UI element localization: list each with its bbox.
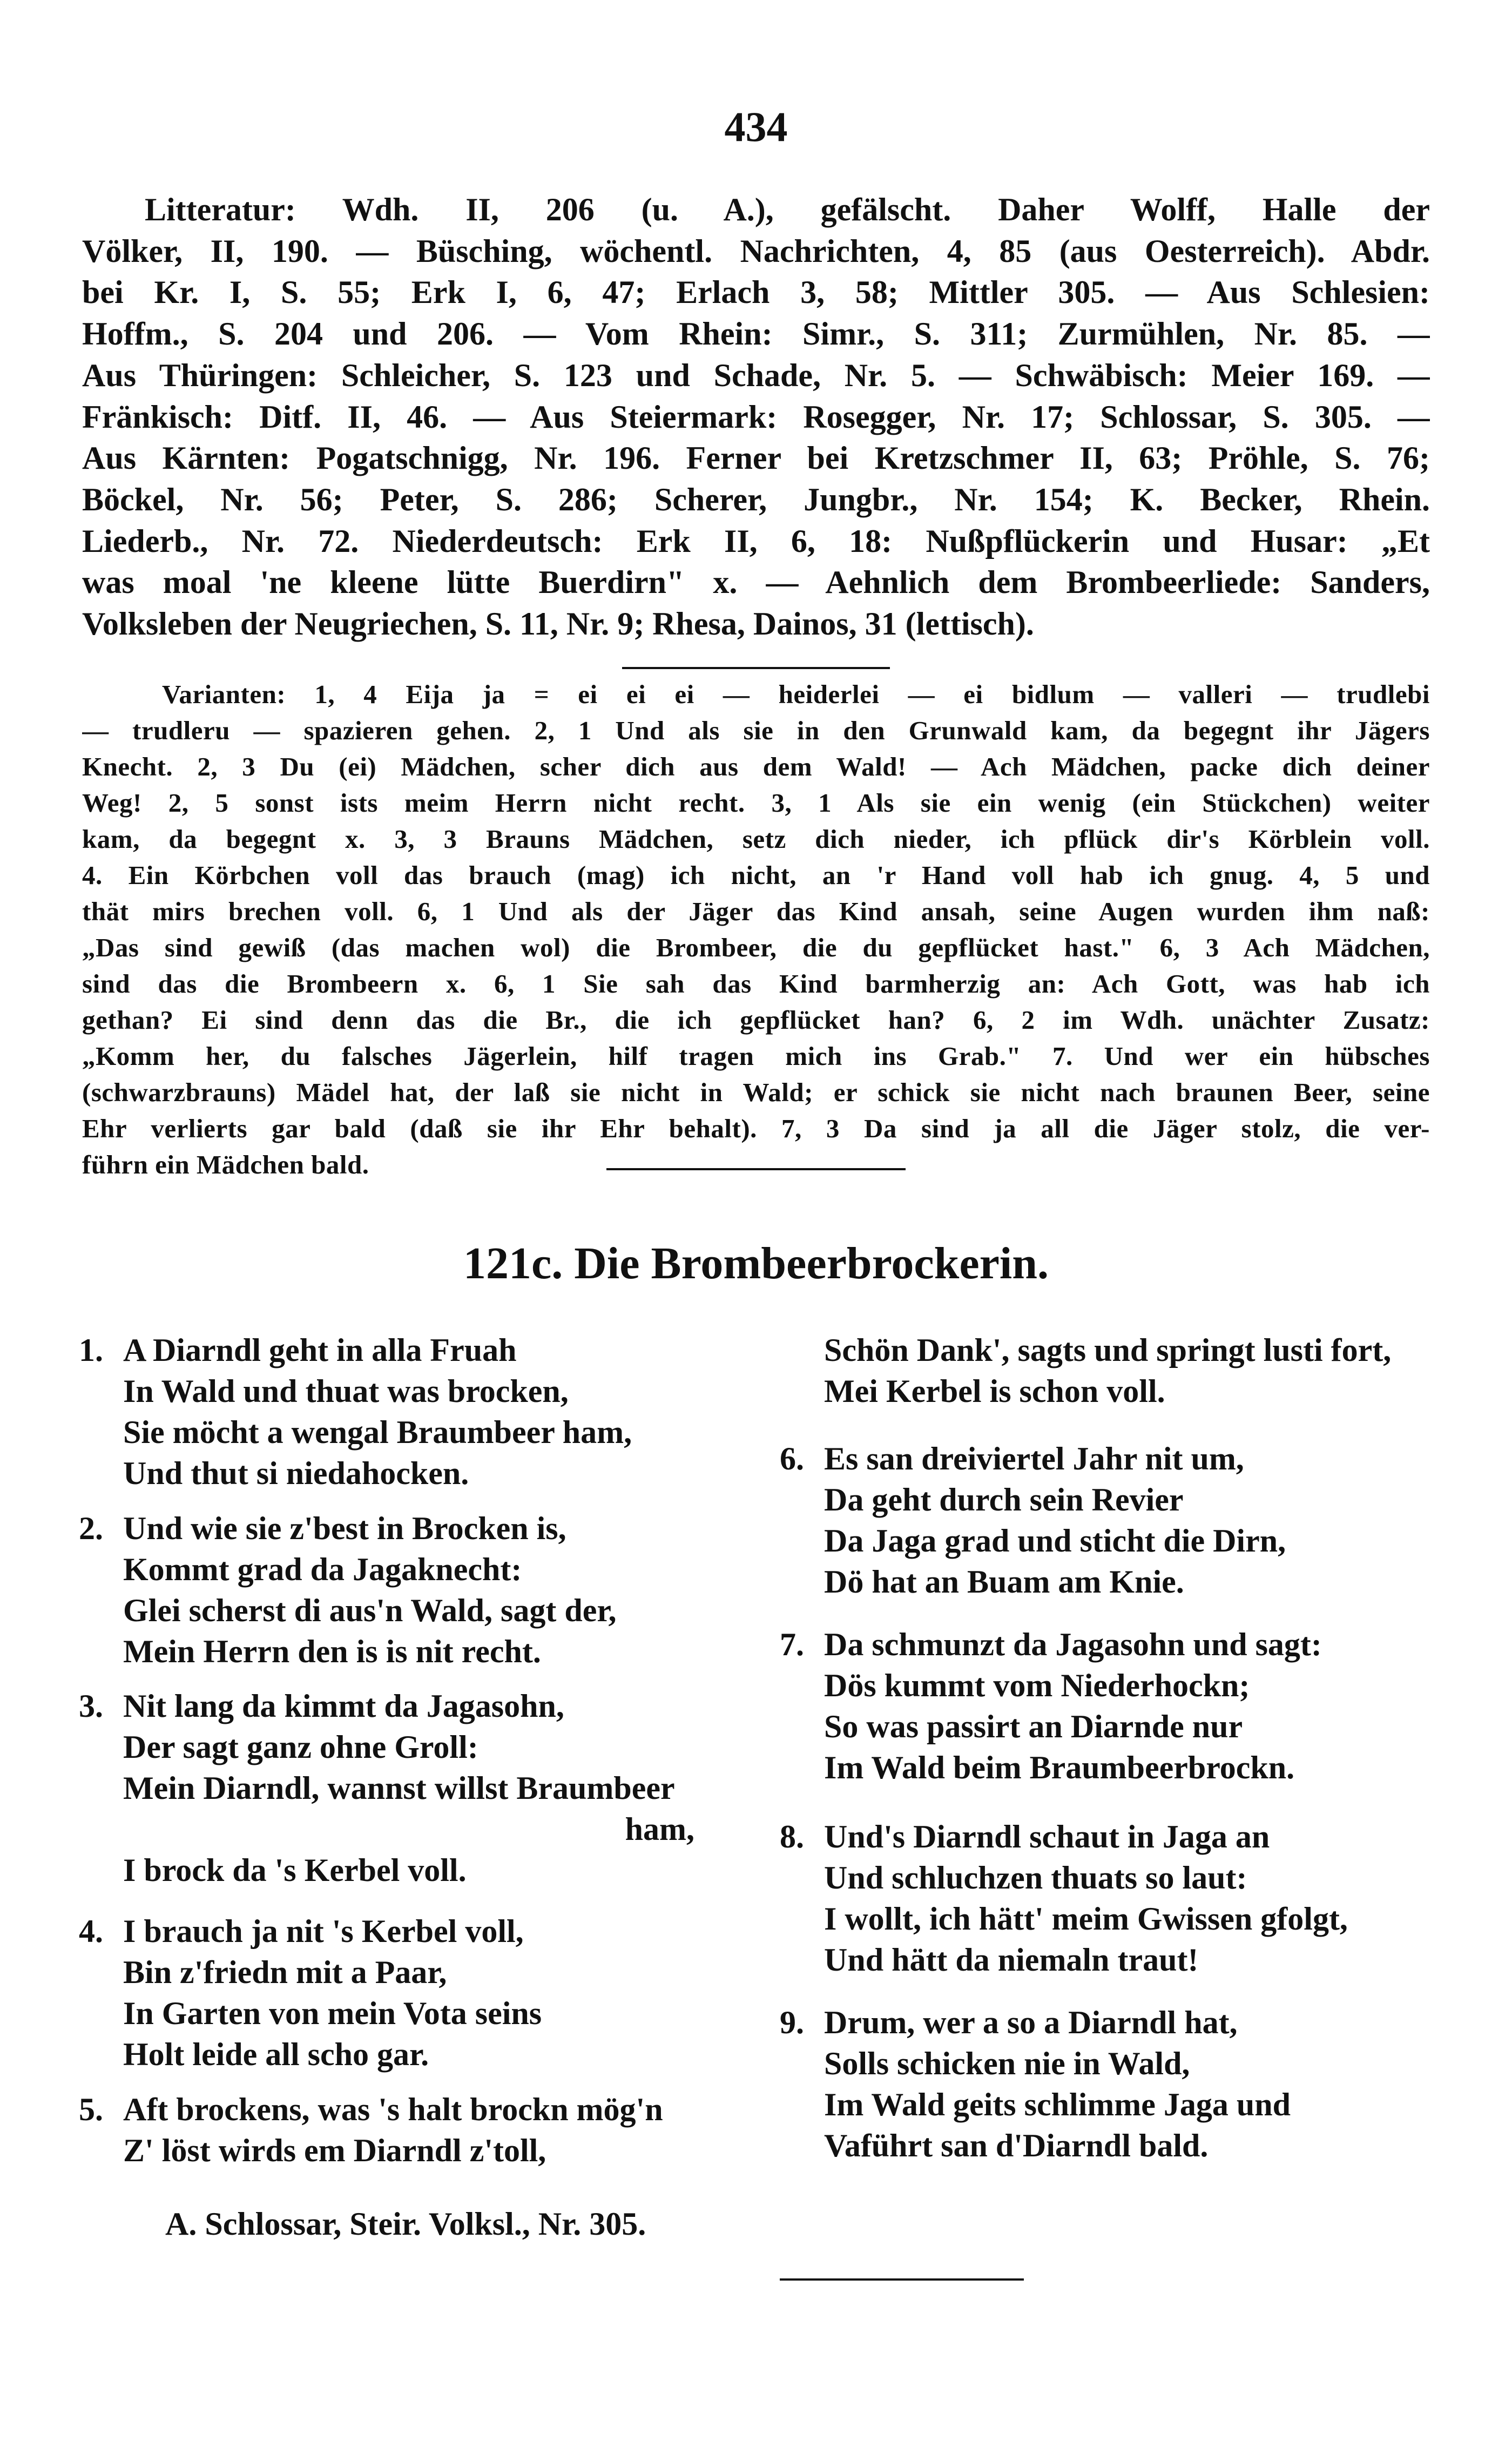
stanza bbox=[79, 1685, 716, 1891]
verse-line: Sie möcht a wengal Braumbeer ham, bbox=[123, 1414, 632, 1450]
verse-line: A Diarndl geht in alla Fruah bbox=[123, 1332, 517, 1368]
variant-line: — trudleru — spazieren gehen. 2, 1 Und als sie in den Grunwald kam, da begegnt ihr Jägers bbox=[82, 716, 1430, 745]
variant-line: „Komm her, du falsches Jägerlein, hilf tragen mich ins Grab." 7. Und wer ein hübsches bbox=[82, 1041, 1430, 1071]
verse-line: Der sagt ganz ohne Groll: bbox=[123, 1729, 478, 1765]
verse-line: In Garten von mein Vota seins bbox=[123, 1995, 542, 2031]
literature-line: bei Kr. I, S. 55; Erk I, 6, 47; Erlach 3, 58; Mittler 305. — Aus Schlesien: bbox=[82, 274, 1430, 311]
stanza-number: 1. bbox=[79, 1332, 103, 1368]
verse-line: I brauch ja nit 's Kerbel voll, bbox=[123, 1913, 524, 1949]
verse-line: Nit lang da kimmt da Jagasohn, bbox=[123, 1688, 564, 1724]
stanza bbox=[780, 1438, 1417, 1602]
literature-line: Fränkisch: Ditf. II, 46. — Aus Steiermark: Rosegger, Nr. 17; Schlossar, S. 305. — bbox=[82, 399, 1430, 435]
variant-line: Ehr verlierts gar bald (daß sie ihr Ehr behalt). 7, 3 Da sind ja all die Jäger stolz, die ver- bbox=[82, 1114, 1430, 1143]
variant-line: gethan? Ei sind denn das die Br., die ich gepflücket han? 6, 2 im Wdh. unächter Zusatz: bbox=[82, 1005, 1430, 1035]
literature-line: Aus Kärnten: Pogatschnigg, Nr. 196. Ferner bei Kretzschmer II, 63; Pröhle, S. 76; bbox=[82, 440, 1430, 476]
stanza-number: 9. bbox=[780, 2005, 804, 2040]
variant-line: führn ein Mädchen bald. bbox=[82, 1150, 369, 1179]
literature-line: Böckel, Nr. 56; Peter, S. 286; Scherer, Jungbr., Nr. 154; K. Becker, Rhein. bbox=[82, 481, 1430, 517]
verse-line: Dös kummt vom Niederhockn; bbox=[824, 1668, 1250, 1703]
variant-line: 4. Ein Körbchen voll das brauch (mag) ich nicht, an 'r Hand voll hab ich gnug. 4, 5 und bbox=[82, 860, 1430, 890]
verse-line: Und wie sie z'best in Brocken is, bbox=[123, 1510, 566, 1546]
stanza bbox=[79, 1508, 716, 1672]
verse-line: Drum, wer a so a Diarndl hat, bbox=[824, 2005, 1238, 2040]
stanza bbox=[780, 1816, 1417, 1980]
variant-line: sind das die Brombeern x. 6, 1 Sie sah das Kind barmherzig an: Ach Gott, was hab ich bbox=[82, 969, 1430, 999]
stanza bbox=[780, 1624, 1417, 1788]
verse-line: ham, bbox=[625, 1811, 694, 1847]
verse-line: Und schluchzen thuats so laut: bbox=[824, 1860, 1247, 1896]
literature-line: Hoffm., S. 204 und 206. — Vom Rhein: Simr., S. 311; Zurmühlen, Nr. 85. — bbox=[82, 316, 1430, 352]
variant-line: kam, da begegnt x. 3, 3 Brauns Mädchen, setz dich nieder, ich pflück dir's Körblein voll. bbox=[82, 824, 1430, 854]
verse-line: Es san dreiviertel Jahr nit um, bbox=[824, 1441, 1244, 1476]
stanza-number: 5. bbox=[79, 2092, 103, 2127]
verse-line: Und thut si niedahocken. bbox=[123, 1455, 469, 1491]
verse-line: Vaführt san d'Diarndl bald. bbox=[824, 2128, 1209, 2163]
page-number: 434 bbox=[724, 103, 788, 150]
verse-line: Schön Dank', sagts und springt lusti fort, bbox=[824, 1332, 1392, 1368]
stanza-number: 4. bbox=[79, 1913, 103, 1949]
literature-line: Litteratur: Wdh. II, 206 (u. A.), gefälscht. Daher Wolff, Halle der bbox=[145, 192, 1430, 227]
literature-line: Völker, II, 190. — Büsching, wöchentl. Nachrichten, 4, 85 (aus Oesterreich). Abdr. bbox=[82, 233, 1430, 269]
variant-line: Knecht. 2, 3 Du (ei) Mädchen, scher dich aus dem Wald! — Ach Mädchen, packe dich deiner bbox=[82, 752, 1430, 781]
verse-line: Da schmunzt da Jagasohn und sagt: bbox=[824, 1627, 1322, 1662]
divider bbox=[606, 1168, 906, 1170]
stanza-number: 7. bbox=[780, 1627, 804, 1662]
stanza bbox=[79, 1330, 716, 1494]
verse-line: So was passirt an Diarnde nur bbox=[824, 1709, 1243, 1744]
verse-line: Dö hat an Buam am Knie. bbox=[824, 1564, 1184, 1600]
stanza-number: 6. bbox=[780, 1441, 804, 1476]
variant-line: (schwarzbrauns) Mädel hat, der laß sie nicht in Wald; er schick sie nicht nach braunen Beer, seine bbox=[82, 1077, 1430, 1107]
verse-line: Bin z'friedn mit a Paar, bbox=[123, 1954, 447, 1990]
literature-line: Liederb., Nr. 72. Niederdeutsch: Erk II, 6, 18: Nußpflückerin und Husar: „Et bbox=[82, 523, 1430, 559]
verse-line: Kommt grad da Jagaknecht: bbox=[123, 1552, 522, 1587]
verse-line: Im Wald geits schlimme Jaga und bbox=[824, 2087, 1291, 2122]
verse-line: Z' löst wirds em Diarndl z'toll, bbox=[123, 2133, 546, 2168]
verse-line: I wollt, ich hätt' meim Gwissen gfolgt, bbox=[824, 1901, 1348, 1937]
verse-line: Mein Diarndl, wannst willst Braumbeer bbox=[123, 1770, 675, 1806]
verse-line: Da geht durch sein Revier bbox=[824, 1482, 1184, 1518]
stanza bbox=[780, 1330, 1417, 1412]
stanza-number: 2. bbox=[79, 1510, 103, 1546]
verse-line: Solls schicken nie in Wald, bbox=[824, 2046, 1190, 2081]
verse-line: Da Jaga grad und sticht die Dirn, bbox=[824, 1523, 1286, 1559]
verse-line: I brock da 's Kerbel voll. bbox=[123, 1852, 467, 1888]
song-attribution: A. Schlossar, Steir. Volksl., Nr. 305. bbox=[165, 2206, 646, 2242]
verse-line: In Wald und thuat was brocken, bbox=[123, 1373, 569, 1409]
stanza bbox=[79, 1911, 716, 2075]
variant-line: Varianten: 1, 4 Eija ja = ei ei ei — heiderlei — ei bidlum — valleri — trudlebi bbox=[162, 679, 1430, 709]
literature-line: was moal 'ne kleene lütte Buerdirn" x. — Aehnlich dem Brombeerliede: Sanders, bbox=[82, 564, 1430, 601]
variant-line: Weg! 2, 5 sonst ists meim Herrn nicht recht. 3, 1 Als sie ein wenig (ein Stückchen) weiter bbox=[82, 788, 1430, 818]
stanza bbox=[79, 2089, 716, 2171]
verse-line: Aft brockens, was 's halt brockn mög'n bbox=[123, 2092, 663, 2127]
verse-line: Und's Diarndl schaut in Jaga an bbox=[824, 1819, 1270, 1854]
verse-line: Mei Kerbel is schon voll. bbox=[824, 1373, 1165, 1409]
verse-line: Glei scherst di aus'n Wald, sagt der, bbox=[123, 1593, 617, 1628]
literature-line: Volksleben der Neugriechen, S. 11, Nr. 9; Rhesa, Dainos, 31 (lettisch). bbox=[82, 606, 1034, 642]
verse-line: Holt leide all scho gar. bbox=[123, 2036, 429, 2072]
stanza-number: 8. bbox=[780, 1819, 804, 1854]
variant-line: thät mirs brechen voll. 6, 1 Und als der Jäger das Kind ansah, seine Augen wurden ihm naß: bbox=[82, 896, 1430, 926]
verse-line: Im Wald beim Braumbeerbrockn. bbox=[824, 1750, 1295, 1785]
divider bbox=[622, 667, 890, 669]
verse-line: Und hätt da niemaln traut! bbox=[824, 1942, 1199, 1978]
verse-line: Mein Herrn den is is nit recht. bbox=[123, 1634, 541, 1669]
stanza-number: 3. bbox=[79, 1688, 103, 1724]
song-title: 121c. Die Brombeerbrockerin. bbox=[463, 1238, 1049, 1289]
stanza bbox=[780, 2002, 1417, 2166]
variant-line: „Das sind gewiß (das machen wol) die Brombeer, die du gepflücket hast." 6, 3 Ach Mädchen, bbox=[82, 933, 1430, 962]
divider bbox=[780, 2278, 1024, 2281]
literature-line: Aus Thüringen: Schleicher, S. 123 und Schade, Nr. 5. — Schwäbisch: Meier 169. — bbox=[82, 357, 1430, 393]
